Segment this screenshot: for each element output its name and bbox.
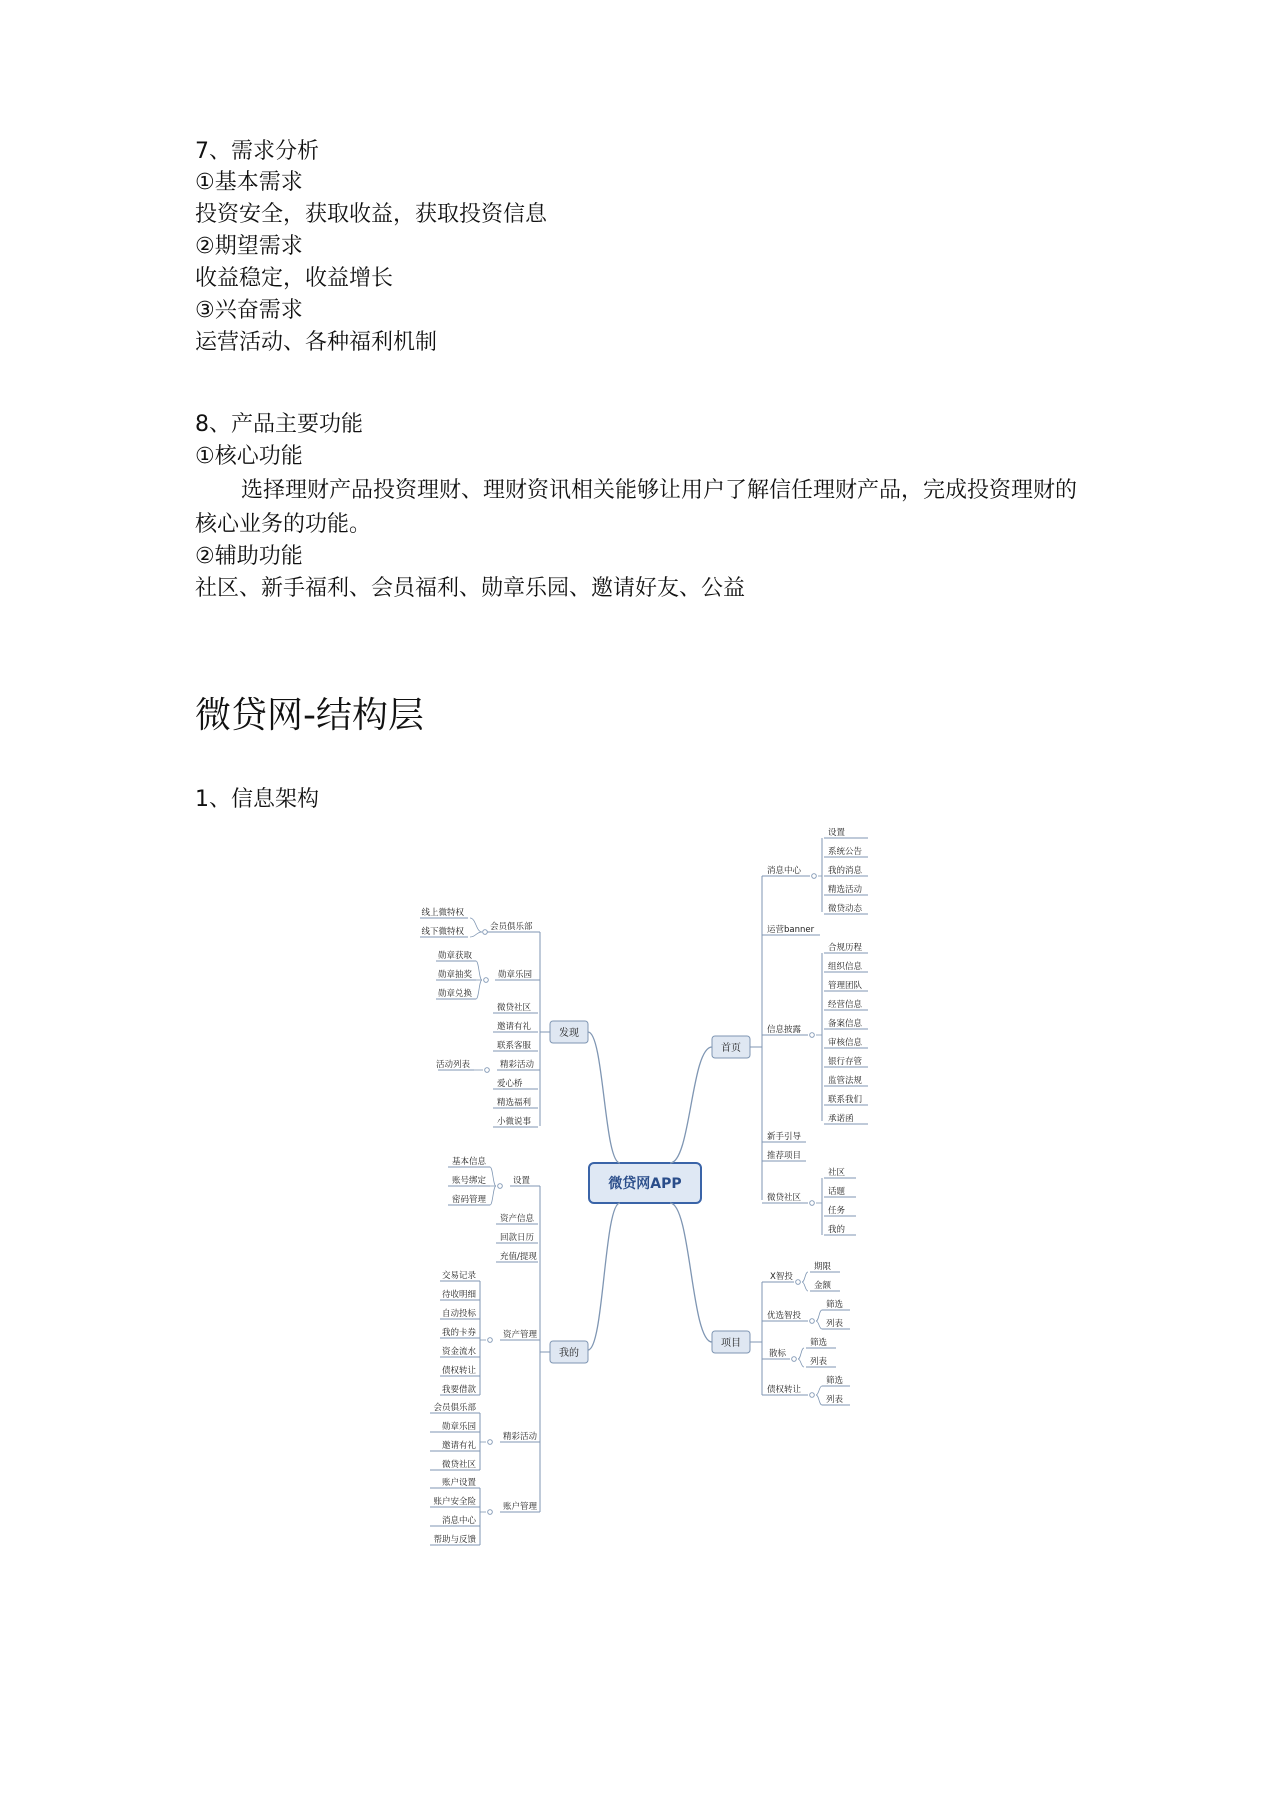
core-function-title: ①核心功能 — [195, 444, 303, 469]
mindmap-leaf: 列表 — [826, 1395, 844, 1405]
mindmap-leaf: 备案信息 — [828, 1019, 863, 1029]
mindmap-leaf: 账号绑定 — [451, 1176, 486, 1186]
mindmap-leaf: 勋章乐园 — [441, 1422, 476, 1432]
mindmap-leaf: 邀请有礼 — [441, 1441, 476, 1451]
mindmap-leaf: 我的 — [828, 1225, 846, 1235]
mindmap-collapse-dot — [483, 930, 488, 935]
mindmap-leaf: 消息中心 — [441, 1516, 476, 1526]
mindmap-leaf: 精选福利 — [497, 1098, 532, 1108]
mindmap-node-club: 会员俱乐部 — [490, 922, 533, 932]
mindmap-leaf: 社区 — [828, 1168, 846, 1178]
mindmap-leaf: 微贷社区 — [441, 1460, 476, 1470]
structure-title: 微贷网-结构层 — [195, 695, 424, 736]
mindmap-leaf: 经营信息 — [828, 1000, 863, 1010]
mindmap-leaf: 帮助与反馈 — [433, 1535, 476, 1545]
mindmap-leaf: 勋章抽奖 — [437, 970, 472, 980]
mindmap-leaf: 线上微特权 — [421, 908, 464, 918]
mindmap-leaf: 组织信息 — [828, 962, 863, 972]
mindmap-leaf: 合规历程 — [828, 943, 863, 953]
mindmap-connector — [670, 1047, 712, 1163]
mindmap-node-select: 优选智投 — [767, 1311, 802, 1321]
mindmap-node-assets: 资产管理 — [503, 1330, 538, 1340]
expected-needs-text: 收益稳定，收益增长 — [195, 266, 394, 291]
excitement-needs-title: ③兴奋需求 — [195, 298, 303, 323]
mindmap-node-disclosure: 信息披露 — [767, 1025, 802, 1035]
mindmap-leaf: 密码管理 — [451, 1195, 486, 1205]
basic-needs-title: ①基本需求 — [195, 170, 303, 195]
mindmap-collapse-dot — [810, 1033, 815, 1038]
mindmap-leaf: 审核信息 — [828, 1038, 863, 1048]
section7-heading: 7、需求分析 — [195, 139, 319, 164]
mindmap-leaf: 筛选 — [826, 1376, 844, 1386]
mindmap-node-banner: 运营banner — [767, 925, 815, 935]
mindmap-leaf: 联系客服 — [497, 1041, 532, 1051]
mindmap-leaf: 期限 — [814, 1262, 832, 1272]
mindmap-node-community: 微贷社区 — [767, 1193, 802, 1203]
mindmap-collapse-dot — [488, 1510, 493, 1515]
mindmap-connector — [588, 1203, 620, 1350]
mindmap-node-recommend: 推荐项目 — [767, 1151, 802, 1161]
mindmap-leaf: 我的消息 — [828, 866, 863, 876]
mindmap-leaf: 勋章获取 — [437, 951, 472, 961]
mindmap-leaf: 账户设置 — [441, 1478, 476, 1488]
basic-needs-text: 投资安全，获取收益，获取投资信息 — [195, 202, 548, 227]
aux-function-text: 社区、新手福利、会员福利、勋章乐园、邀请好友、公益 — [195, 576, 746, 601]
mindmap-collapse-dot — [812, 874, 817, 879]
mindmap-connector — [798, 1348, 804, 1359]
mindmap-connector — [670, 1203, 712, 1342]
mindmap-leaf: 联系我们 — [828, 1095, 863, 1105]
mindmap-node-transfer: 债权转让 — [767, 1385, 802, 1395]
mindmap-collapse-dot — [488, 1440, 493, 1445]
mindmap-leaf: 列表 — [810, 1357, 828, 1367]
mindmap-collapse-dot — [485, 1068, 490, 1073]
information-architecture-heading: 1、信息架构 — [195, 787, 319, 812]
core-function-text: 选择理财产品投资理财、理财资讯相关能够让用户了解信任理财产品，完成投资理财的核心业务的功能。 — [195, 478, 1078, 537]
mindmap-node-mine-events: 精彩活动 — [503, 1432, 538, 1442]
mindmap-leaf: 监管法规 — [828, 1076, 863, 1086]
mindmap-connector — [588, 1032, 620, 1163]
mindmap-node-x: X智投 — [770, 1272, 793, 1282]
mindmap-leaf: 交易记录 — [441, 1271, 476, 1281]
mindmap-connector — [816, 1395, 822, 1405]
mindmap-connector — [816, 1321, 822, 1329]
mindmap-leaf: 回款日历 — [500, 1233, 535, 1243]
mindmap-leaf: 基本信息 — [451, 1157, 486, 1167]
mindmap-leaf: 我的卡券 — [441, 1328, 476, 1338]
mindmap-connector — [816, 1310, 822, 1321]
mindmap-leaf: 金额 — [814, 1281, 832, 1291]
mindmap-node-loan: 散标 — [769, 1349, 787, 1359]
mindmap-leaf: 待收明细 — [441, 1290, 476, 1300]
mindmap-connector — [802, 1272, 808, 1282]
excitement-needs-text: 运营活动、各种福利机制 — [195, 330, 438, 355]
mindmap-leaf: 列表 — [826, 1319, 844, 1329]
section8-heading: 8、产品主要功能 — [195, 412, 363, 437]
mindmap-node-mine-label: 我的 — [559, 1348, 579, 1359]
mindmap-node-settings: 设置 — [513, 1176, 531, 1186]
mindmap-node-medal: 勋章乐园 — [498, 970, 533, 980]
mindmap-leaf: 线下微特权 — [421, 927, 464, 937]
mindmap-leaf: 精选活动 — [828, 885, 863, 895]
mindmap-leaf: 爱心桥 — [497, 1079, 523, 1089]
mindmap-leaf: 银行存管 — [828, 1057, 863, 1067]
mindmap-collapse-dot — [810, 1201, 815, 1206]
mindmap-node-discover-label: 发现 — [559, 1028, 579, 1039]
mindmap-collapse-dot — [810, 1319, 815, 1324]
mindmap-leaf: 微贷动态 — [828, 904, 863, 914]
mindmap-root-label: 微贷网APP — [608, 1176, 682, 1192]
mindmap-leaf: 设置 — [828, 828, 846, 838]
mindmap-node-project-label: 项目 — [721, 1338, 741, 1349]
mindmap-node-guide: 新手引导 — [767, 1132, 802, 1142]
mindmap-leaf: 微贷社区 — [497, 1003, 532, 1013]
mindmap-leaf: 话题 — [828, 1187, 846, 1197]
mindmap-collapse-dot — [498, 1184, 503, 1189]
mindmap-leaf: 小微说事 — [497, 1117, 532, 1127]
mindmap-collapse-dot — [488, 1338, 493, 1343]
mindmap-connector — [490, 1167, 496, 1186]
mindmap-node-events: 精彩活动 — [500, 1060, 535, 1070]
mindmap-leaf: 任务 — [828, 1206, 846, 1216]
mindmap-connector — [490, 1186, 496, 1205]
mindmap-collapse-dot — [796, 1280, 801, 1285]
mindmap-connector — [470, 918, 482, 932]
aux-function-title: ②辅助功能 — [195, 544, 303, 569]
mindmap-connector — [476, 961, 482, 980]
mindmap-leaf: 筛选 — [826, 1300, 844, 1310]
mindmap-leaf: 账户安全险 — [433, 1497, 476, 1507]
expected-needs-title: ②期望需求 — [195, 234, 303, 259]
mindmap-leaf: 管理团队 — [828, 981, 863, 991]
mindmap-leaf: 活动列表 — [435, 1060, 470, 1070]
mindmap-leaf: 会员俱乐部 — [433, 1403, 476, 1413]
mindmap-connector — [816, 1386, 822, 1395]
mindmap-connector — [470, 932, 482, 937]
mindmap-leaf: 系统公告 — [828, 847, 863, 857]
mindmap-leaf: 勋章兑换 — [437, 989, 472, 999]
mindmap-leaf: 我要借款 — [441, 1385, 476, 1395]
mindmap-leaf: 自动投标 — [441, 1309, 476, 1319]
mindmap-collapse-dot — [792, 1357, 797, 1362]
mindmap-leaf: 充值/提现 — [500, 1252, 537, 1262]
mindmap-collapse-dot — [810, 1393, 815, 1398]
mindmap-connector — [476, 980, 482, 999]
mindmap-leaf: 承诺函 — [828, 1114, 854, 1124]
mindmap-connector — [798, 1359, 804, 1367]
mindmap-node-messages: 消息中心 — [767, 866, 802, 876]
mindmap-node-account: 账户管理 — [503, 1502, 538, 1512]
mindmap-leaf: 债权转让 — [441, 1366, 476, 1376]
mindmap-leaf: 筛选 — [810, 1338, 828, 1348]
mindmap-connector — [802, 1282, 808, 1291]
mindmap-leaf: 邀请有礼 — [497, 1022, 532, 1032]
mindmap-node-home-label: 首页 — [721, 1043, 741, 1054]
mindmap-leaf: 资金流水 — [441, 1347, 476, 1357]
mindmap-leaf: 资产信息 — [500, 1214, 535, 1224]
mindmap-collapse-dot — [484, 978, 489, 983]
